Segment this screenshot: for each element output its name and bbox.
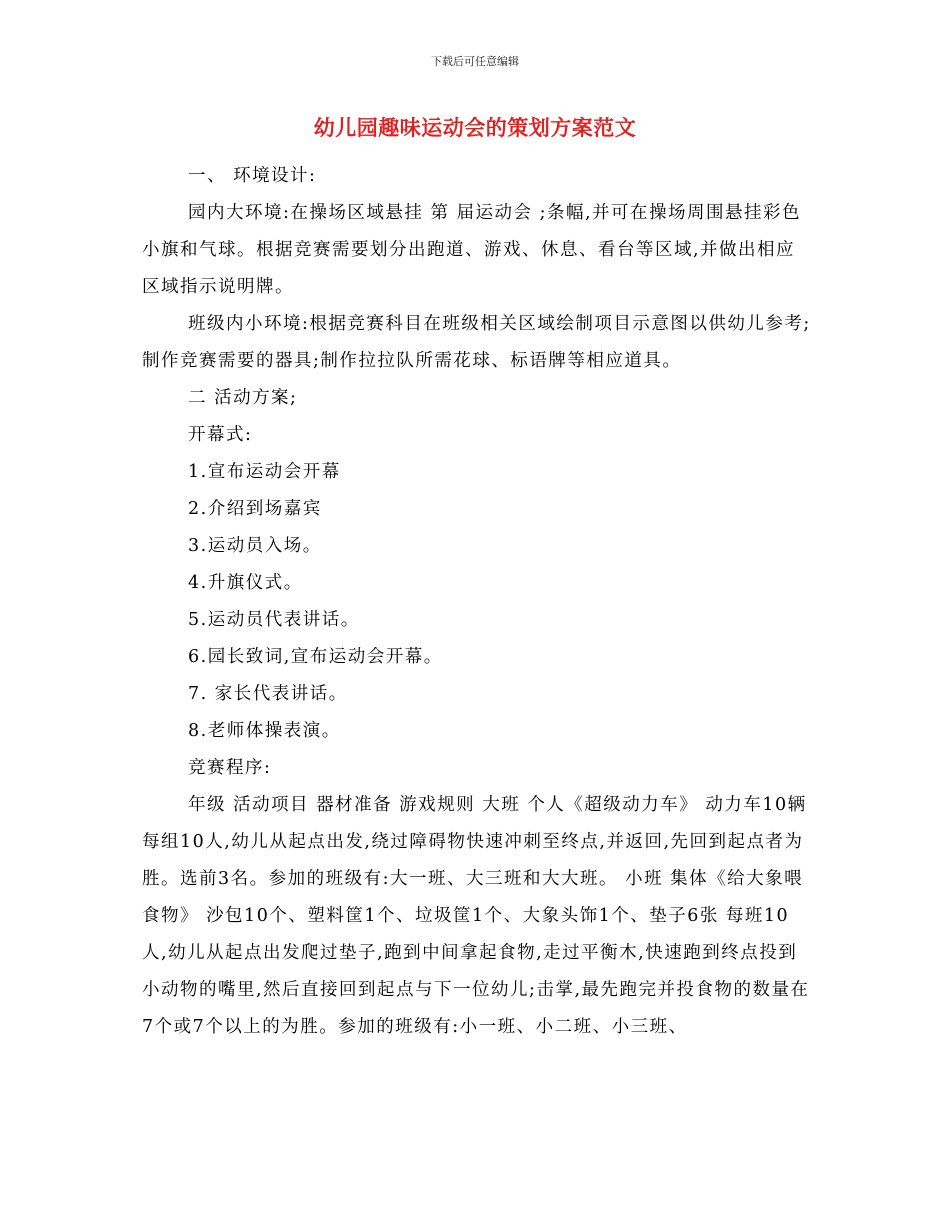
subheading-competition-procedure: 竞赛程序: (188, 758, 272, 778)
paragraph-competition-details: 年级 活动项目 器材准备 游戏规则 大班 个人《超级动力车》 动力车10辆 每组10人,幼儿从起点出发,绕过障碍物快速冲刺至终点,并返回,先回到起点者为胜。选前3名。参加的班级有:大一班、大三班和大大班。 小班 集体《给大象喂食物》 沙包10个、塑料筐1个、垃圾筐1个、大象头饰1个、垫子6张 每班10人,幼儿从起点出发爬过垫子,跑到中间拿起食物,走过平衡木,快速跑到终点投到小动物的嘴里,然后直接回到起点与下一位幼儿;击掌,最先跑完并投食物的数量在7个或7个以上的为胜。参加的班级有:小一班、小二班、小三班、 (142, 795, 810, 1037)
list-item: 6.园长致词,宣布运动会开幕。 (188, 647, 443, 667)
list-item: 7. 家长代表讲话。 (188, 684, 348, 704)
list-item: 3.运动员入场。 (188, 536, 322, 556)
paragraph-class-environment: 班级内小环境:根据竞赛科目在班级相关区域绘制项目示意图以供幼儿参考;制作竞赛需要的器具;制作拉拉队所需花球、标语牌等相应道具。 (142, 314, 811, 371)
list-item: 2.介绍到场嘉宾 (188, 499, 322, 519)
list-item: 8.老师体操表演。 (188, 721, 341, 741)
list-item: 4.升旗仪式。 (188, 573, 303, 593)
document-title: 幼儿园趣味运动会的策划方案范文 (313, 116, 637, 140)
subheading-opening-ceremony: 开幕式: (188, 425, 253, 445)
header-note: 下载后可任意编辑 (431, 55, 519, 68)
paragraph-outdoor-environment: 园内大环境:在操场区域悬挂 第 届运动会 ;条幅,并可在操场周围悬挂彩色小旗和气球。根据竞赛需要划分出跑道、游戏、休息、看台等区域,并做出相应区域指示说明牌。 (142, 203, 802, 297)
list-item: 1.宣布运动会开幕 (188, 462, 341, 482)
list-item: 5.运动员代表讲话。 (188, 610, 360, 630)
document-body (142, 158, 812, 1046)
section-heading-environment: 一、 环境设计: (188, 166, 317, 186)
section-heading-activity-plan: 二 活动方案; (188, 388, 298, 408)
